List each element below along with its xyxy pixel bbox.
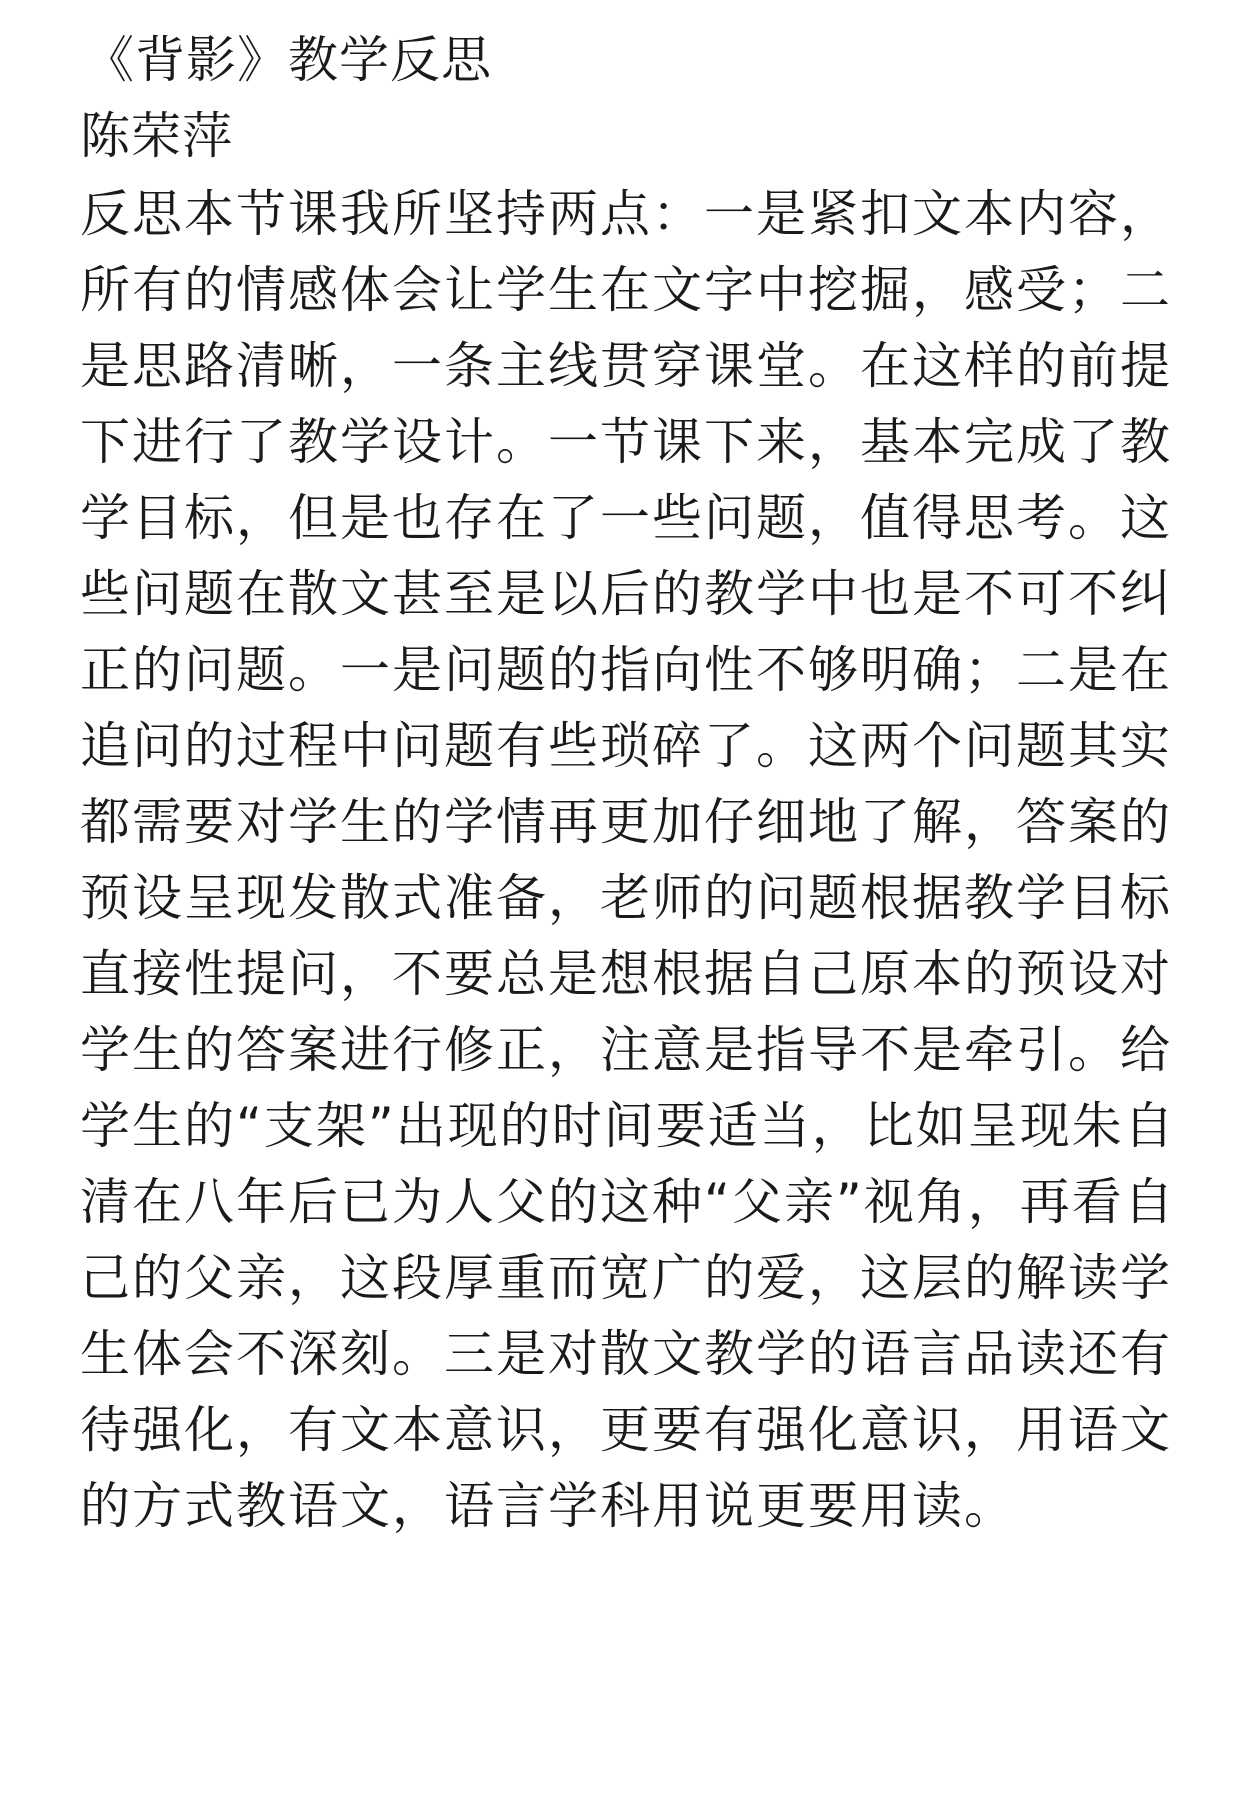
- body-line: 生体会不深刻。三是对散文教学的语言品读还有: [80, 1325, 1172, 1383]
- document-body: [80, 176, 1180, 1544]
- body-line: 预设呈现发散式准备，老师的问题根据教学目标: [80, 869, 1172, 927]
- body-line: 己的父亲，这段厚重而宽广的爱，这层的解读学: [80, 1249, 1172, 1307]
- body-line: 是思路清晰，一条主线贯穿课堂。在这样的前提: [80, 337, 1172, 395]
- body-line: 学生的答案进行修正，注意是指导不是牵引。给: [80, 1021, 1172, 1079]
- body-line: 学生的“支架”出现的时间要适当，比如呈现朱自: [80, 1097, 1176, 1155]
- body-line: 都需要对学生的学情再更加仔细地了解，答案的: [80, 793, 1172, 851]
- body-line: 下进行了教学设计。一节课下来，基本完成了教: [80, 413, 1172, 471]
- body-line: 正的问题。一是问题的指向性不够明确；二是在: [80, 641, 1172, 699]
- body-line: 反思本节课我所坚持两点：一是紧扣文本内容，: [80, 185, 1172, 243]
- document-page: [80, 22, 1180, 1544]
- body-line: 追问的过程中问题有些琐碎了。这两个问题其实: [80, 717, 1172, 775]
- body-line: 些问题在散文甚至是以后的教学中也是不可不纠: [80, 565, 1172, 623]
- body-line: 待强化，有文本意识，更要有强化意识，用语文: [80, 1401, 1172, 1459]
- body-line: 的方式教语文，语言学科用说更要用读。: [80, 1477, 1016, 1535]
- body-line: 学目标，但是也存在了一些问题，值得思考。这: [80, 489, 1172, 547]
- body-line: 所有的情感体会让学生在文字中挖掘，感受；二: [80, 261, 1172, 319]
- body-line: 清在八年后已为人父的这种“父亲”视角，再看自: [80, 1173, 1176, 1231]
- document-author: 陈荣萍: [80, 107, 233, 165]
- document-title: 《背影》教学反思: [84, 31, 492, 89]
- body-line: 直接性提问，不要总是想根据自己原本的预设对: [80, 945, 1172, 1003]
